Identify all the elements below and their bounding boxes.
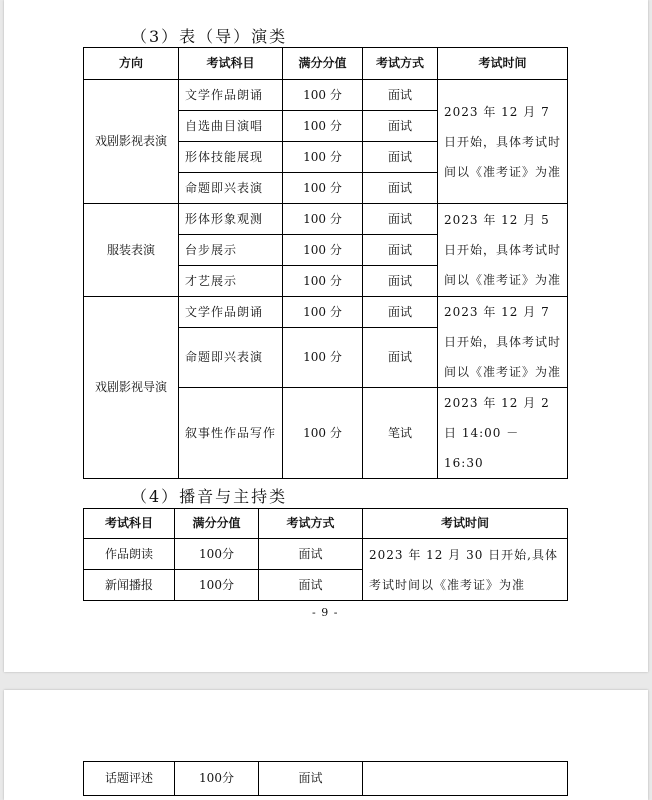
- table-row: [84, 297, 568, 328]
- method-cell: 面试: [363, 80, 438, 111]
- header-time: 考试时间: [363, 509, 568, 539]
- score-cell: 100 分: [283, 297, 363, 328]
- method-cell: 面试: [259, 539, 363, 570]
- subject-cell: 叙事性作品写作: [179, 388, 283, 479]
- method-cell: 面试: [363, 111, 438, 142]
- score-cell: 100分: [175, 570, 259, 601]
- table-row: [84, 539, 568, 570]
- method-cell: 面试: [363, 173, 438, 204]
- header-method: 考试方式: [363, 48, 438, 80]
- time-cell: 2023 年 12 月 2 日 14:00 － 16:30: [438, 388, 568, 479]
- time-cell: 2023 年 12 月 7 日开始，具体考试时间以《准考证》为准: [438, 297, 568, 388]
- header-score: 满分分值: [283, 48, 363, 80]
- table-row: [84, 80, 568, 111]
- time-cell: [363, 762, 568, 796]
- header-direction: 方向: [84, 48, 179, 80]
- section-4-table: [83, 508, 568, 601]
- score-cell: 100 分: [283, 235, 363, 266]
- header-subject: 考试科目: [84, 509, 175, 539]
- subject-cell: 文学作品朗诵: [179, 297, 283, 328]
- score-cell: 100 分: [283, 266, 363, 297]
- subject-cell: 自选曲目演唱: [179, 111, 283, 142]
- method-cell: 面试: [363, 266, 438, 297]
- header-score: 满分分值: [175, 509, 259, 539]
- subject-cell: 才艺展示: [179, 266, 283, 297]
- score-cell: 100 分: [283, 173, 363, 204]
- subject-cell: 命题即兴表演: [179, 173, 283, 204]
- direction-cell: 戏剧影视导演: [84, 297, 179, 479]
- time-cell: 2023 年 12 月 30 日开始,具体考试时间以《准考证》为准: [363, 539, 568, 601]
- direction-cell: 服装表演: [84, 204, 179, 297]
- section-3-table: [83, 47, 568, 479]
- method-cell: 面试: [259, 570, 363, 601]
- time-cell: 2023 年 12 月 5 日开始，具体考试时间以《准考证》为准: [438, 204, 568, 297]
- subject-cell: 话题评述: [84, 762, 175, 796]
- page-number: - 9 -: [312, 606, 339, 619]
- score-cell: 100 分: [283, 80, 363, 111]
- section-4-table-continued: [83, 761, 568, 796]
- document-page-9: [4, 0, 648, 672]
- score-cell: 100 分: [283, 111, 363, 142]
- method-cell: 面试: [363, 142, 438, 173]
- method-cell: 面试: [363, 328, 438, 388]
- method-cell: 面试: [259, 762, 363, 796]
- score-cell: 100 分: [283, 328, 363, 388]
- header-time: 考试时间: [438, 48, 568, 80]
- subject-cell: 形体技能展现: [179, 142, 283, 173]
- time-cell: 2023 年 12 月 7 日开始，具体考试时间以《准考证》为准: [438, 80, 568, 204]
- score-cell: 100 分: [283, 204, 363, 235]
- subject-cell: 形体形象观测: [179, 204, 283, 235]
- table-row: [84, 762, 568, 796]
- score-cell: 100分: [175, 762, 259, 796]
- subject-cell: 文学作品朗诵: [179, 80, 283, 111]
- table-row: [84, 204, 568, 235]
- table-header-row: [84, 509, 568, 539]
- section-4-title: （4）播音与主持类: [131, 487, 288, 506]
- score-cell: 100 分: [283, 388, 363, 479]
- direction-cell: 戏剧影视表演: [84, 80, 179, 204]
- method-cell: 面试: [363, 204, 438, 235]
- method-cell: 笔试: [363, 388, 438, 479]
- subject-cell: 作品朗读: [84, 539, 175, 570]
- header-method: 考试方式: [259, 509, 363, 539]
- subject-cell: 新闻播报: [84, 570, 175, 601]
- method-cell: 面试: [363, 297, 438, 328]
- table-header-row: [84, 48, 568, 80]
- document-page-10: [4, 690, 648, 800]
- section-3-title: （3）表（导）演类: [131, 27, 288, 46]
- subject-cell: 台步展示: [179, 235, 283, 266]
- subject-cell: 命题即兴表演: [179, 328, 283, 388]
- header-subject: 考试科目: [179, 48, 283, 80]
- score-cell: 100分: [175, 539, 259, 570]
- score-cell: 100 分: [283, 142, 363, 173]
- method-cell: 面试: [363, 235, 438, 266]
